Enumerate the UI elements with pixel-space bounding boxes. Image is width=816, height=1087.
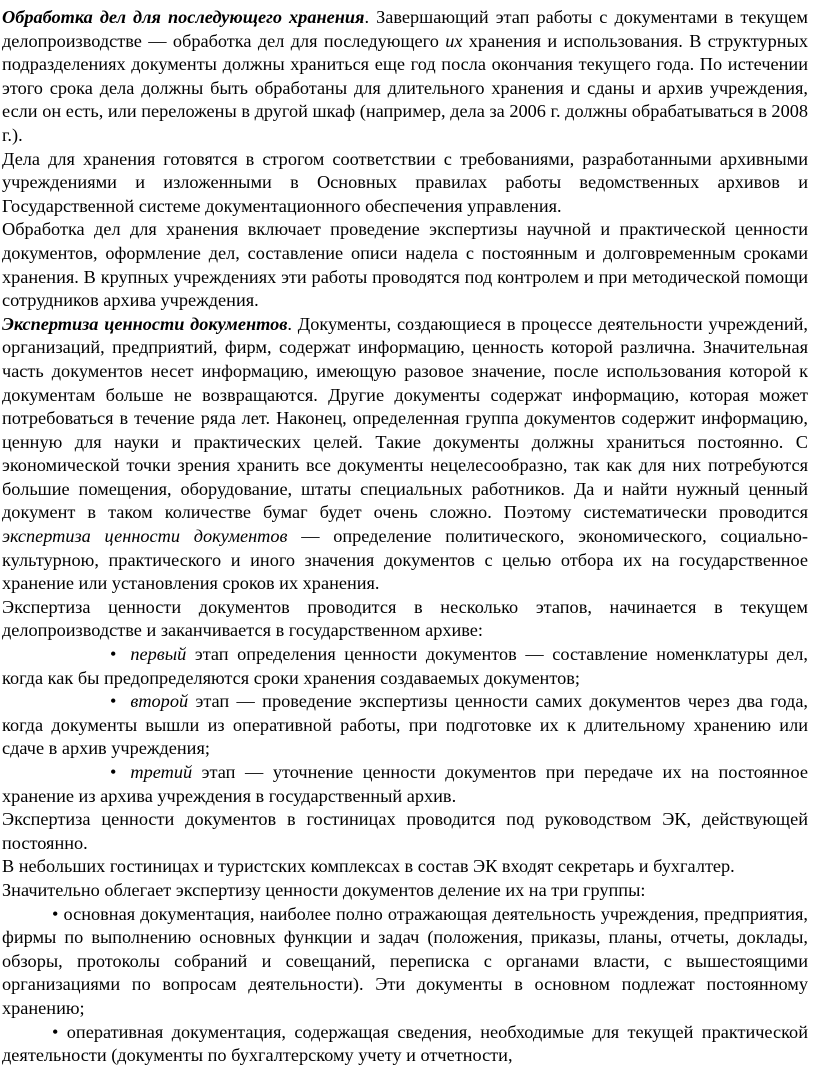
paragraph-text: Документы, создающиеся в процессе деятельности учреждений, организаций, предприятий, фирм, содержат информацию, ценность которой различна. Значительная часть документов несет информацию, имеющую разовое значение, после использования которой к документам больше не возвращаются. Другие документы содержат информацию, которая может потребоваться в течение ряда лет. Наконец, определенная группа документов содержит информацию, ценную для науки и практических целей. Такие документы должны храниться постоянно. С экономической точки зрения хранить все документы нецелесообразно, так как для них потребуются большие помещения, оборудование, штаты специальных работников. Да и найти нужный ценный документ в таком количестве бумаг будет очень сложно. Поэтому систематически проводится: [2, 313, 808, 523]
italic-word: их: [445, 30, 463, 51]
title-dot: .: [287, 313, 292, 334]
list-item-stage-2: [2, 690, 808, 761]
paragraph-text: хранения и использования. В структурных подразделениях документы должны храниться еще год посла окончания текущего года. По истечении этого срока дела должны быть обработаны для длительного хранения и сданы и архив учреждения, если он есть, или переложены в другой шкаф (например, дела за 2006 г. должны обрабатываться в 2008 г.).: [2, 30, 808, 145]
section-title-processing: Обработка дел для последующего хранения: [2, 7, 365, 27]
paragraph-value-expertise: [2, 313, 808, 596]
bullet-icon: •: [52, 903, 59, 924]
paragraph-stages-intro: Экспертиза ценности документов проводится в несколько этапов, начинается в текущем делопроизводстве и заканчивается в государственном архиве:: [2, 596, 808, 641]
paragraph-text: Завершающий этап работы с документами в текущем делопроизводстве — обработка дел для последующего: [2, 7, 808, 51]
bullet-icon: •: [52, 1021, 59, 1042]
paragraph-small-hotels: В небольших гостиницах и туристских комплексах в состав ЭК входят секретарь и бухгалтер.: [2, 856, 735, 877]
stage-text: этап определения ценности документов — составление номенклатуры дел, когда как бы предопределяются сроки хранения создаваемых документов;: [2, 644, 808, 688]
list-item-stage-3: [2, 761, 808, 808]
paragraph-processing-includes: Обработка дел для хранения включает проведение экспертизы научной и практической ценности документов, оформление дел, составление описи надела с постоянным и долговременным сроками хранения. В крупных учреждениях эти работы проводятся под контролем и при методической помощи сотрудников архива учреждения.: [2, 219, 808, 311]
section-title-expertise: Экспертиза ценности документов: [2, 313, 288, 334]
stage-lead: второй: [130, 691, 189, 712]
bullet-icon: •: [110, 691, 117, 712]
stage-lead: первый: [130, 644, 187, 665]
stage-lead: третий: [130, 762, 193, 782]
group-text: оперативная документация, содержащая сведения, необходимые для текущей практической деятельности (документы по бухгалтерскому учету и отчетности,: [2, 1021, 808, 1066]
paragraph-text: — определение политического, экономического, социально-культурною, практического и иного значения документов с целью отбора их на государственное хранение или установления сроков их хранения.: [2, 526, 808, 594]
bullet-icon: •: [110, 644, 117, 665]
italic-term: экспертиза ценности документов: [2, 526, 288, 547]
title-dot: .: [364, 7, 370, 27]
bullet-icon: •: [110, 762, 117, 782]
list-item-group-2: [2, 1021, 808, 1068]
stage-text: этап — проведение экспертизы ценности самих документов через два года, когда документы вышли из оперативной работы, при подготовке их к длительному хранению или сдаче в архив учреждения;: [2, 691, 808, 759]
stage-text: этап — уточнение ценности документов при передаче их на постоянное хранение из архива учреждения в государственный архив.: [2, 762, 808, 806]
paragraph-processing: [2, 6, 808, 148]
paragraph-hotel-expertise: Экспертиза ценности документов в гостиницах проводится под руководством ЭК, действующей постоянно.: [2, 809, 808, 853]
paragraph-three-groups: Значительно облегает экспертизу ценности документов деление их на три группы:: [2, 879, 646, 900]
list-item-stage-1: [2, 643, 808, 690]
group-text: основная документация, наиболее полно отражающая деятельность учреждения, предприятия, фирмы по выполнению основных функции и задач (положения, приказы, планы, отчеты, доклады, обзоры, протоколы собраний и совещаний, переписка с органами власти, с вышестоящими организациями по вопросам деятельности). Эти документы в основном подлежат постоянному хранению;: [2, 903, 808, 1018]
list-item-group-1: [2, 903, 808, 1021]
paragraph-preparation: Дела для хранения готовятся в строгом соответствии с требованиями, разработанными архивными учреждениями и изложенными в Основных правилах работы ведомственных архивов и Государственной системе документационного обеспечения управления.: [2, 148, 808, 216]
